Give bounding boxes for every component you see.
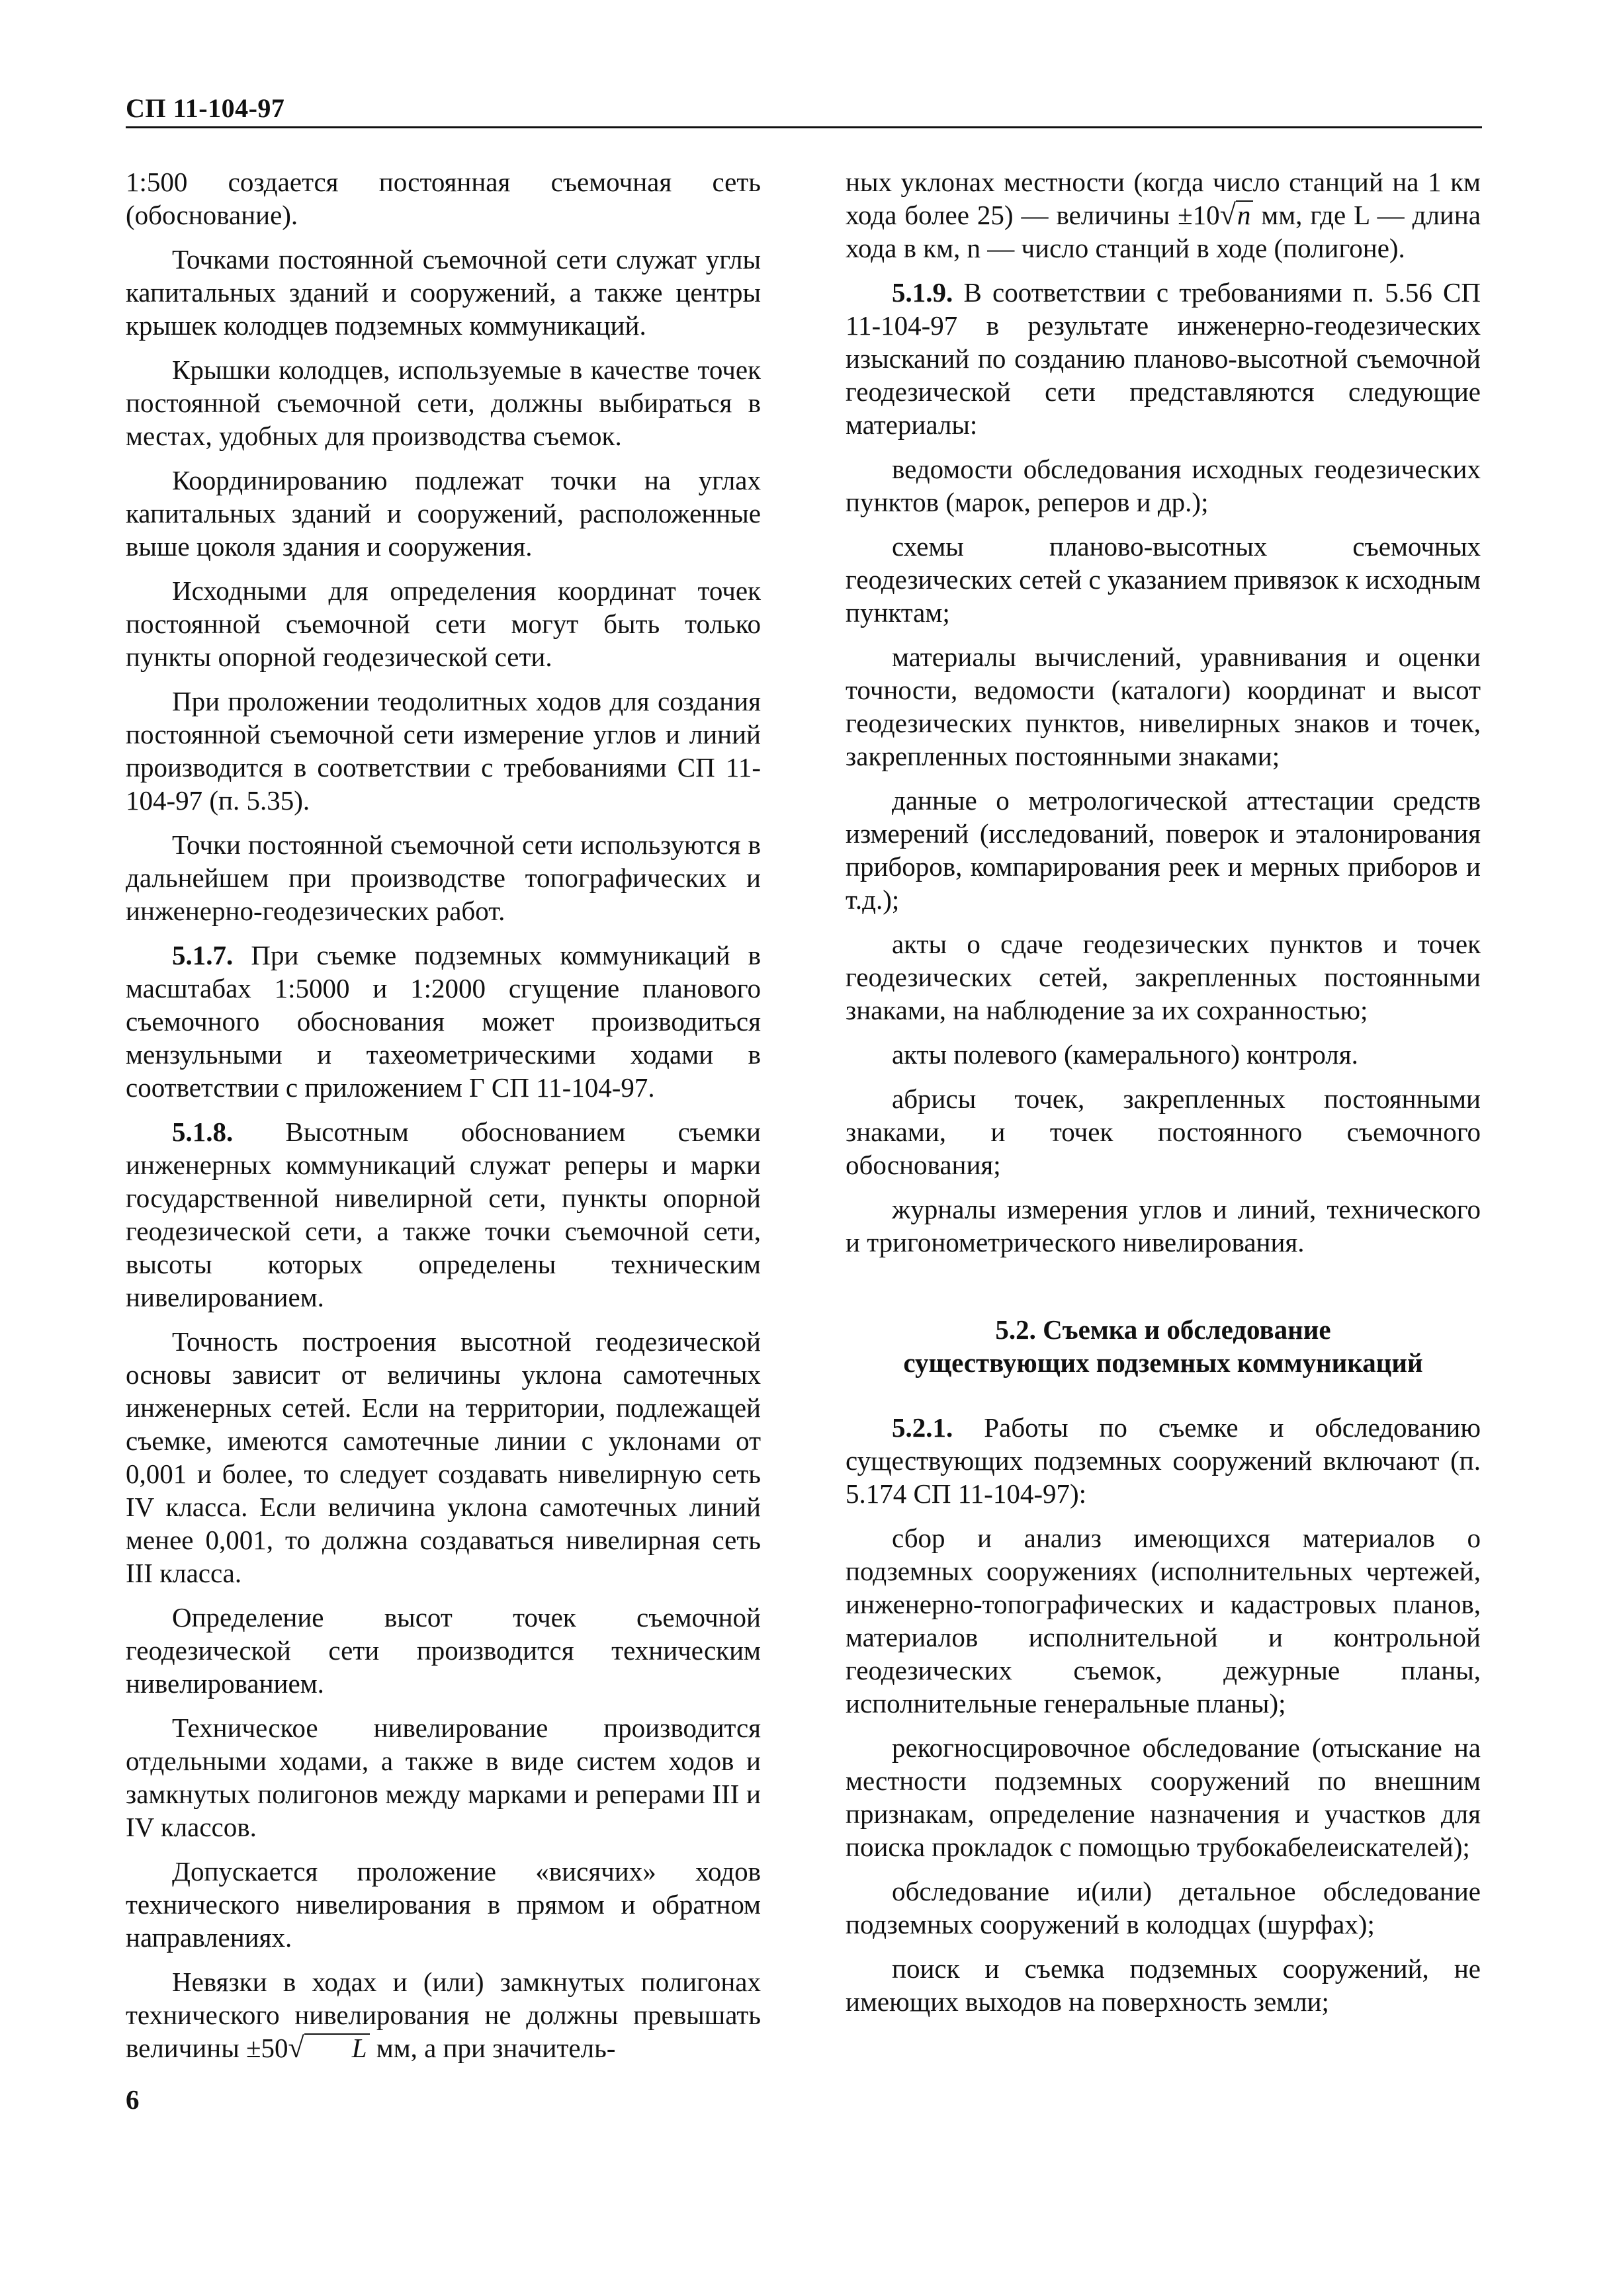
paragraph: Крышки колодцев, используемые в качестве точек постоянной съемочной сети, должны выбираться в местах, удобных для производства съемок. [126, 355, 761, 451]
clause-text: При съемке подземных коммуникаций в масштабах 1:5000 и 1:2000 сгущение планового съемочного обоснования может производиться мензульными и тахеометрическими ходами в соответствии с приложением Г СП 11-104-97. [126, 940, 761, 1103]
clause-number: 5.2.1. [892, 1412, 953, 1443]
list-item: акты о сдаче геодезических пунктов и точек геодезических сетей, закрепленных постоянными знаками, на наблюдение за их сохранностью; [846, 929, 1481, 1025]
section-heading-line: 5.2. Съемка и обследование [995, 1314, 1331, 1345]
paragraph: Допускается проложение «висячих» ходов технического нивелирования в прямом и обратном направлениях. [126, 1856, 761, 1953]
paragraph-with-formula [846, 165, 1481, 265]
list-item: сбор и анализ имеющихся материалов о подземных сооружениях (исполнительных чертежей, инженерно-топографических и кадастровых планов, материалов исполнительной и контрольной геодезических съемок, дежурные планы, исполнительные генеральные планы); [846, 1523, 1481, 1719]
paragraph-with-formula [126, 1965, 761, 2064]
paragraph: Исходными для определения координат точек постоянной съемочной сети могут быть только пункты опорной геодезической сети. [126, 575, 761, 672]
paragraph: 1:500 создается постоянная съемочная сеть (обоснование). [126, 167, 761, 230]
paragraph: Определение высот точек съемочной геодезической сети производится техническим нивелированием. [126, 1602, 761, 1699]
clause-text: Работы по съемке и обследованию существующих подземных сооружений включают (п. 5.174 СП 11-104-97): [846, 1412, 1481, 1509]
section-heading-line: существующих подземных коммуникаций [903, 1347, 1423, 1378]
page-number: 6 [126, 2084, 140, 2115]
list-item: поиск и съемка подземных сооружений, не имеющих выходов на поверхность земли; [846, 1953, 1481, 2017]
paragraph: Точность построения высотной геодезической основы зависит от величины уклона самотечных инженерных сетей. Если на территории, подлежащей съемке, имеются самотечные линии с уклонами от 0,001 и более, то следует создавать нивелирную сеть IV класса. Если величина уклона самотечных линий менее 0,001, то должна создаваться нивелирная сеть III класса. [126, 1326, 761, 1588]
formula-radicand: n [1236, 200, 1254, 228]
formula-coefficient: ±10 [1178, 200, 1220, 230]
list-item: данные о метрологической аттестации средств измерений (исследований, поверок и эталонирования приборов, компарирования реек и мерных приборов и т.д.); [846, 785, 1481, 915]
list-item: рекогносцировочное обследование (отыскание на местности подземных сооружений по внешним признакам, определение назначения и участков для поиска прокладок с помощью трубокабелеискателей); [846, 1732, 1481, 1862]
clause-number: 5.1.8. [172, 1117, 234, 1147]
list-item: материалы вычислений, уравнивания и оценки точности, ведомости (каталоги) координат и высот геодезических пунктов, нивелирных знаков и точек, закрепленных постоянными знаками; [846, 642, 1481, 771]
list-item: журналы измерения углов и линий, технического и тригонометрического нивелирования. [846, 1194, 1481, 1257]
clause-number: 5.1.7. [172, 940, 234, 970]
list-item: обследование и(или) детальное обследование подземных сооружений в колодцах (шурфах); [846, 1876, 1481, 1939]
section-heading [846, 1313, 1481, 1379]
paragraph-text: ных уклонах местности (когда число станций на 1 км хода более 25) — величины [846, 167, 1481, 230]
sqrt-icon: √ [1219, 198, 1236, 231]
running-header [126, 93, 1482, 128]
paragraph: При проложении теодолитных ходов для создания постоянной съемочной сети измерение углов и линий производится в соответствии с требованиями СП 11-104-97 (п. 5.35). [126, 686, 761, 816]
list-item: абрисы точек, закрепленных постоянными знаками, и точек постоянного съемочного обоснования; [846, 1084, 1481, 1180]
clause-text: В соответствии с требованиями п. 5.56 СП 11-104-97 в результате инженерно-геодезических изысканий по созданию планово-высотной съемочной геодезической сети представляются следующие материалы: [846, 277, 1481, 440]
document-code: СП 11-104-97 [126, 93, 285, 123]
clause-5-1-8 [126, 1115, 761, 1314]
paragraph: Точками постоянной съемочной сети служат углы капитальных зданий и сооружений, а также центры крышек колодцев подземных коммуникаций. [126, 244, 761, 341]
paragraph-text: мм, где L — длина хода в км, n — число станций в ходе (полигоне). [846, 200, 1481, 263]
clause-number: 5.1.9. [892, 277, 953, 308]
formula [1178, 200, 1253, 230]
clause-text: Высотным обоснованием съемки инженерных коммуникаций служат реперы и марки государственной нивелирной сети, пункты опорной геодезической сети, а также точки съемочной сети, высоты которых определены техническим нивелированием. [126, 1117, 761, 1312]
clause-5-1-9 [846, 276, 1481, 441]
left-column [126, 165, 761, 2076]
right-column [846, 165, 1481, 2029]
paragraph-text: Невязки в ходах и (или) замкнутых полигонах технического нивелирования не должны превышать величины [126, 1967, 761, 2063]
formula [246, 2033, 369, 2063]
clause-5-2-1 [846, 1411, 1481, 1510]
formula-coefficient: ±50 [246, 2033, 288, 2063]
formula-radicand: L [304, 2033, 370, 2061]
list-item: схемы планово-высотных съемочных геодезических сетей с указанием привязок к исходным пунктам; [846, 531, 1481, 628]
paragraph: Точки постоянной съемочной сети используются в дальнейшем при производстве топографических и инженерно-геодезических работ. [126, 829, 761, 926]
list-item: ведомости обследования исходных геодезических пунктов (марок, реперов и др.); [846, 454, 1481, 517]
paragraph-text: мм, а при значитель- [369, 2033, 616, 2063]
paragraph: Координированию подлежат точки на углах капитальных зданий и сооружений, расположенные выше цоколя здания и сооружения. [126, 465, 761, 562]
sqrt-icon: √ [288, 2031, 304, 2064]
clause-5-1-7 [126, 939, 761, 1104]
paragraph: Техническое нивелирование производится отдельными ходами, а также в виде систем ходов и замкнутых полигонов между марками и реперами III и IV классов. [126, 1713, 761, 1842]
list-item: акты полевого (камерального) контроля. [892, 1039, 1358, 1070]
